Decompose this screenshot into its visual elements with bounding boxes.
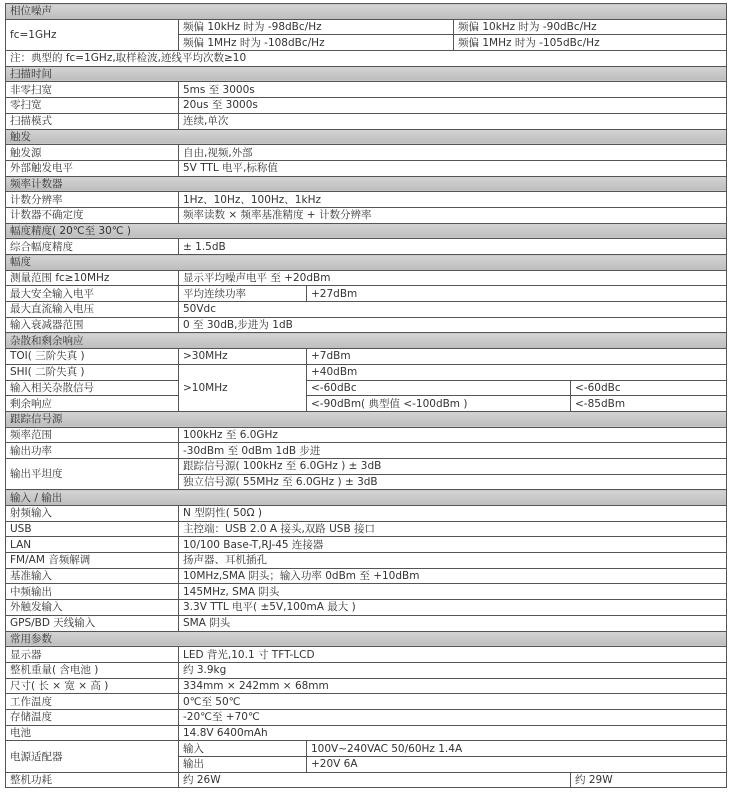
spec-value: 频率读数 × 频率基准精度 + 计数分辨率 [179, 207, 727, 223]
section-header [6, 411, 727, 427]
table-row [6, 349, 727, 365]
spec-label: 工作温度 [6, 694, 179, 710]
spec-label: 触发源 [6, 145, 179, 161]
section-title: 扫描时间 [6, 66, 727, 82]
spec-label: 非零扫宽 [6, 82, 179, 98]
spec-value: 主控端：USB 2.0 A 接头,双路 USB 接口 [179, 521, 727, 537]
spec-label: 显示器 [6, 647, 179, 663]
section-header [6, 490, 727, 506]
spec-value: <-60dBc [307, 380, 571, 396]
spec-label: 扫描模式 [6, 113, 179, 129]
spec-value: 5V TTL 电平,标称值 [179, 160, 727, 176]
spec-value: 0℃至 50℃ [179, 694, 727, 710]
spec-value: 100V~240VAC 50/60Hz 1.4A [307, 741, 727, 757]
table-row [6, 207, 727, 223]
section-title: 相位噪声 [6, 4, 727, 20]
spec-label: 射频输入 [6, 506, 179, 522]
spec-value: 10/100 Base-T,RJ-45 连接器 [179, 537, 727, 553]
spec-value: 显示平均噪声电平 至 +20dBm [179, 270, 727, 286]
table-row [6, 192, 727, 208]
spec-value: >10MHz [179, 364, 307, 411]
section-title: 常用参数 [6, 631, 727, 647]
spec-value: 连续,单次 [179, 113, 727, 129]
spec-label: 尺寸( 长 × 宽 × 高 ) [6, 678, 179, 694]
table-row [6, 772, 727, 788]
spec-value: 100kHz 至 6.0GHz [179, 427, 727, 443]
spec-label: 外触发输入 [6, 600, 179, 616]
section-header [6, 223, 727, 239]
table-row [6, 396, 727, 412]
spec-value: 独立信号源( 55MHz 至 6.0GHz ) ± 3dB [179, 474, 727, 490]
spec-label: 剩余响应 [6, 396, 179, 412]
spec-value: 频偏 10kHz 时为 -98dBc/Hz [179, 19, 454, 35]
spec-label: 输入衰减器范围 [6, 317, 179, 333]
table-row [6, 364, 727, 380]
section-title: 频率计数器 [6, 176, 727, 192]
spec-value: +7dBm [307, 349, 727, 365]
spec-value: 平均连续功率 [179, 286, 307, 302]
spec-value: 频偏 1MHz 时为 -105dBc/Hz [454, 35, 727, 51]
spec-value: 14.8V 6400mAh [179, 725, 727, 741]
spec-value: 频偏 10kHz 时为 -90dBc/Hz [454, 19, 727, 35]
spec-label: GPS/BD 天线输入 [6, 615, 179, 631]
section-title: 幅度 [6, 255, 727, 271]
table-row [6, 380, 727, 396]
spec-label: 频率范围 [6, 427, 179, 443]
spec-label: 输入相关杂散信号 [6, 380, 179, 396]
spec-value: 3.3V TTL 电平( ±5V,100mA 最大 ) [179, 600, 727, 616]
note: 注：典型的 fc=1GHz,取样检波,迹线平均次数≥10 [6, 51, 727, 67]
spec-value: 145MHz, SMA 阴头 [179, 584, 727, 600]
spec-table [5, 3, 727, 788]
section-title: 触发 [6, 129, 727, 145]
spec-value: 50Vdc [179, 302, 727, 318]
section-title: 输入 / 输出 [6, 490, 727, 506]
spec-label: 计数分辨率 [6, 192, 179, 208]
table-row [6, 270, 727, 286]
spec-value: SMA 阴头 [179, 615, 727, 631]
table-row [6, 741, 727, 757]
table-row [6, 553, 727, 569]
spec-label: fc=1GHz [6, 19, 179, 50]
spec-label: FM/AM 音频解调 [6, 553, 179, 569]
table-row [6, 427, 727, 443]
spec-value: 5ms 至 3000s [179, 82, 727, 98]
table-row [6, 239, 727, 255]
spec-label: 整机功耗 [6, 772, 179, 788]
spec-value: 20us 至 3000s [179, 98, 727, 114]
spec-value: -20℃至 +70℃ [179, 709, 727, 725]
table-row [6, 145, 727, 161]
spec-value: 自由,视频,外部 [179, 145, 727, 161]
table-row [6, 286, 727, 302]
spec-value: <-85dBm [571, 396, 727, 412]
spec-label: 存储温度 [6, 709, 179, 725]
spec-label: 中频输出 [6, 584, 179, 600]
table-row [6, 98, 727, 114]
section-header [6, 4, 727, 20]
section-header [6, 333, 727, 349]
spec-label: 电源适配器 [6, 741, 179, 772]
spec-label: 最大直流输入电压 [6, 302, 179, 318]
table-row [6, 694, 727, 710]
spec-label: 电池 [6, 725, 179, 741]
spec-label: 输出平坦度 [6, 458, 179, 489]
spec-value: ± 1.5dB [179, 239, 727, 255]
table-row [6, 600, 727, 616]
table-row [6, 160, 727, 176]
spec-label: 基准输入 [6, 568, 179, 584]
table-row [6, 678, 727, 694]
spec-value: 10MHz,SMA 阴头；输入功率 0dBm 至 +10dBm [179, 568, 727, 584]
table-row [6, 521, 727, 537]
spec-label: SHI( 二阶失真 ) [6, 364, 179, 380]
spec-value: 334mm × 242mm × 68mm [179, 678, 727, 694]
spec-label: 整机重量( 含电池 ) [6, 662, 179, 678]
table-row [6, 317, 727, 333]
spec-label: 计数器不确定度 [6, 207, 179, 223]
spec-label: LAN [6, 537, 179, 553]
section-header [6, 255, 727, 271]
table-row [6, 506, 727, 522]
spec-value: <-90dBm( 典型值 <-100dBm ) [307, 396, 571, 412]
spec-value: +27dBm [307, 286, 727, 302]
spec-value: N 型阴性( 50Ω ) [179, 506, 727, 522]
spec-label: 输出功率 [6, 443, 179, 459]
spec-label: 零扫宽 [6, 98, 179, 114]
table-row [6, 443, 727, 459]
spec-value: 0 至 30dB,步进为 1dB [179, 317, 727, 333]
spec-value: 跟踪信号源( 100kHz 至 6.0GHz ) ± 3dB [179, 458, 727, 474]
table-row [6, 19, 727, 35]
spec-label: 外部触发电平 [6, 160, 179, 176]
table-row [6, 82, 727, 98]
spec-value: 约 3.9kg [179, 662, 727, 678]
section-title: 跟踪信号源 [6, 411, 727, 427]
spec-value: LED 背光,10.1 寸 TFT-LCD [179, 647, 727, 663]
section-title: 杂散和剩余响应 [6, 333, 727, 349]
spec-label: TOI( 三阶失真 ) [6, 349, 179, 365]
table-row [6, 647, 727, 663]
spec-value: -30dBm 至 0dBm 1dB 步进 [179, 443, 727, 459]
spec-value: 约 26W [179, 772, 571, 788]
table-row [6, 537, 727, 553]
spec-value: 频偏 1MHz 时为 -108dBc/Hz [179, 35, 454, 51]
section-header [6, 66, 727, 82]
table-row [6, 113, 727, 129]
spec-label: 最大安全输入电平 [6, 286, 179, 302]
spec-label: USB [6, 521, 179, 537]
section-title: 幅度精度( 20℃至 30℃ ) [6, 223, 727, 239]
spec-label: 综合幅度精度 [6, 239, 179, 255]
spec-sublabel: 输出 [179, 757, 307, 773]
spec-sublabel: 输入 [179, 741, 307, 757]
table-row [6, 615, 727, 631]
table-row [6, 568, 727, 584]
section-header [6, 129, 727, 145]
spec-value: +40dBm [307, 364, 727, 380]
spec-value: 约 29W [571, 772, 727, 788]
spec-label: 测量范围 fc≥10MHz [6, 270, 179, 286]
spec-value: >30MHz [179, 349, 307, 365]
table-row [6, 662, 727, 678]
spec-value: 1Hz、10Hz、100Hz、1kHz [179, 192, 727, 208]
table-row [6, 709, 727, 725]
table-row [6, 51, 727, 67]
spec-value: +20V 6A [307, 757, 727, 773]
spec-value: <-60dBc [571, 380, 727, 396]
section-header [6, 176, 727, 192]
spec-value: 扬声器、耳机插孔 [179, 553, 727, 569]
table-row [6, 458, 727, 474]
table-row [6, 725, 727, 741]
table-row [6, 302, 727, 318]
table-row [6, 584, 727, 600]
section-header [6, 631, 727, 647]
